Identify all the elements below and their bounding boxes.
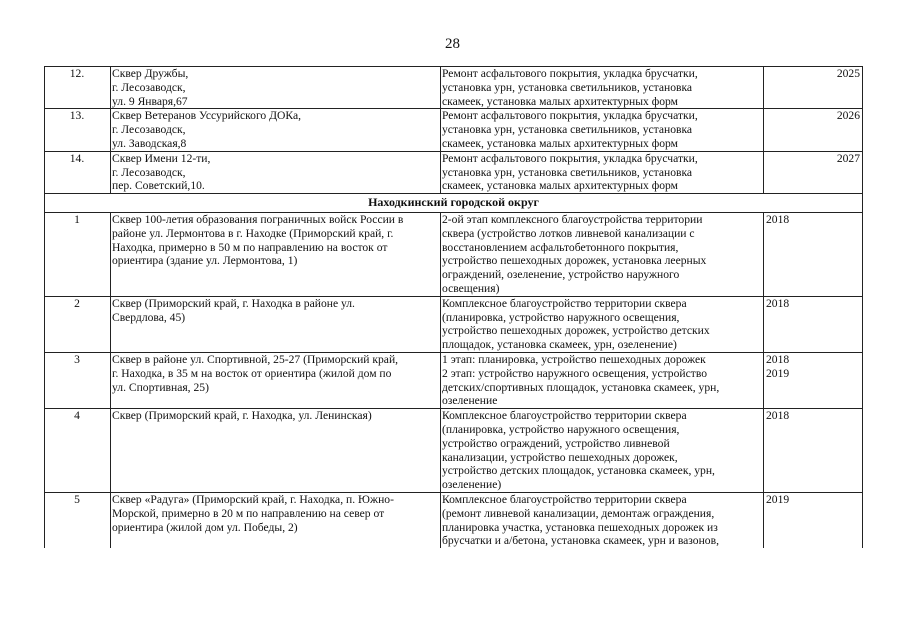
works-line: Ремонт асфальтового покрытия, укладка брусчатки, — [442, 151, 698, 165]
page-number: 28 — [445, 36, 460, 52]
section-row — [45, 194, 863, 213]
year-value: 2027 — [836, 151, 860, 165]
works-line: установка урн, установка светильников, установка — [442, 165, 693, 179]
row-number: 12. — [45, 67, 111, 109]
year-cell — [764, 151, 863, 193]
year-value: 2019 — [766, 366, 790, 380]
object-line: Сквер (Приморский край, г. Находка, ул. Ленинская) — [112, 409, 372, 423]
works-line: канализации, устройство пешеходных дорожек, — [442, 450, 678, 464]
table-row — [45, 151, 863, 193]
object-line: Сквер Дружбы, — [112, 67, 189, 80]
works-line: устройство ограждений, устройство ливневой — [442, 436, 670, 450]
works-line: скамеек, установка малых архитектурных форм — [442, 179, 678, 193]
object-line: ул. 9 Января,67 — [112, 94, 188, 108]
object-cell — [111, 67, 441, 109]
table-row — [45, 409, 863, 493]
object-line: Сквер Имени 12-ти, — [112, 151, 211, 165]
year-cell — [764, 352, 863, 408]
object-cell — [111, 151, 441, 193]
works-line: 2 этап: устройство наружного освещения, устройство — [442, 366, 708, 380]
object-line: Сквер Ветеранов Уссурийского ДОКа, — [112, 109, 302, 123]
works-line: установка урн, установка светильников, установка — [442, 80, 693, 94]
works-cell — [441, 409, 764, 493]
object-cell — [111, 296, 441, 352]
works-cell — [441, 212, 764, 296]
year-value: 2018 — [766, 409, 790, 423]
object-line: г. Лесозаводск, — [112, 80, 186, 94]
works-line: устройство пешеходных дорожек, установка леерных — [442, 254, 707, 268]
year-cell — [764, 409, 863, 493]
works-line: (планировка, устройство наружного освещения, — [442, 310, 680, 324]
works-line: Ремонт асфальтового покрытия, укладка брусчатки, — [442, 109, 698, 123]
lesozavodsk-rows — [45, 67, 863, 194]
row-number: 4 — [45, 409, 111, 493]
year-cell — [764, 109, 863, 151]
year-value: 2019 — [766, 492, 790, 506]
table-row — [45, 352, 863, 408]
object-line: Сквер 100-летия образования пограничных войск России в — [112, 212, 404, 226]
table-row — [45, 67, 863, 109]
object-line: Сквер в районе ул. Спортивной, 25-27 (Приморский край, — [112, 352, 399, 366]
works-line: освещения) — [442, 281, 500, 295]
row-number: 13. — [45, 109, 111, 151]
works-line: устройство детских площадок, установка скамеек, урн, — [442, 464, 715, 478]
section-title: Находкинский городской округ — [45, 194, 863, 213]
works-line: скамеек, установка малых архитектурных форм — [442, 94, 678, 108]
year-value: 2018 — [766, 296, 790, 310]
works-line: площадок, установка скамеек, урн, озеленение) — [442, 338, 677, 352]
works-cell — [441, 67, 764, 109]
nakhodka-rows — [45, 212, 863, 548]
row-number: 14. — [45, 151, 111, 193]
year-value: 2026 — [836, 109, 860, 123]
year-value: 2025 — [836, 67, 860, 80]
object-cell — [111, 492, 441, 548]
year-value: 2018 — [766, 352, 790, 366]
works-cell — [441, 296, 764, 352]
object-line: Сквер (Приморский край, г. Находка в районе ул. — [112, 296, 355, 310]
works-line: устройство пешеходных дорожек, устройство детских — [442, 324, 710, 338]
table-row — [45, 296, 863, 352]
object-line: Свердлова, 45) — [112, 310, 186, 324]
works-cell — [441, 352, 764, 408]
works-line: скамеек, установка малых архитектурных форм — [442, 136, 678, 150]
works-line: планировка участка, установка пешеходных дорожек из — [442, 520, 718, 534]
works-line: установка урн, установка светильников, установка — [442, 123, 693, 137]
year-cell — [764, 212, 863, 296]
object-line: ориентира (жилой дом ул. Победы, 2) — [112, 520, 298, 534]
works-line: ограждений, озеленение, устройство наружного — [442, 268, 680, 282]
works-line: озеленение) — [442, 478, 502, 492]
object-line: районе ул. Лермонтова в г. Находке (Приморский край, г. — [112, 226, 394, 240]
works-line: (ремонт ливневой канализации, демонтаж ограждения, — [442, 506, 715, 520]
object-line: г. Лесозаводск, — [112, 123, 186, 137]
works-line: 2-ой этап комплексного благоустройства территории — [442, 212, 703, 226]
works-line: 1 этап: планировка, устройство пешеходных дорожек — [442, 352, 706, 366]
works-line: Комплексное благоустройство территории сквера — [442, 409, 687, 423]
works-line: сквера (устройство лотков ливневой канализации с — [442, 226, 695, 240]
improvement-table — [44, 66, 863, 548]
object-line: Морской, примерно в 20 м по направлению на север от — [112, 506, 385, 520]
works-line: восстановлением асфальтобетонного покрытия, — [442, 240, 679, 254]
works-cell — [441, 151, 764, 193]
table-row — [45, 109, 863, 151]
object-line: Находка, примерно в 50 м по направлению на восток от — [112, 240, 388, 254]
object-cell — [111, 352, 441, 408]
works-line: Комплексное благоустройство территории сквера — [442, 492, 687, 506]
object-cell — [111, 109, 441, 151]
year-cell — [764, 67, 863, 109]
year-value: 2018 — [766, 212, 790, 226]
year-cell — [764, 296, 863, 352]
year-cell — [764, 492, 863, 548]
row-number: 1 — [45, 212, 111, 296]
object-line: Сквер «Радуга» (Приморский край, г. Находка, п. Южно- — [112, 492, 394, 506]
works-line: Ремонт асфальтового покрытия, укладка брусчатки, — [442, 67, 698, 80]
row-number: 2 — [45, 296, 111, 352]
row-number: 3 — [45, 352, 111, 408]
table-row — [45, 212, 863, 296]
works-cell — [441, 492, 764, 548]
works-line: Комплексное благоустройство территории сквера — [442, 296, 687, 310]
works-line: (планировка, устройство наружного освещения, — [442, 422, 680, 436]
object-line: пер. Советский,10. — [112, 179, 205, 193]
section-header — [45, 194, 863, 213]
object-line: ул. Заводская,8 — [112, 136, 187, 150]
object-cell — [111, 212, 441, 296]
object-cell — [111, 409, 441, 493]
row-number: 5 — [45, 492, 111, 548]
object-line: ул. Спортивная, 25) — [112, 380, 209, 394]
works-cell — [441, 109, 764, 151]
works-line: брусчатки и а/бетона, установка скамеек, урн и вазонов, — [442, 534, 719, 548]
object-line: г. Лесозаводск, — [112, 165, 186, 179]
table-row — [45, 492, 863, 548]
works-line: детских/спортивных площадок, установка скамеек, урн, — [442, 380, 720, 394]
object-line: ориентира (здание ул. Лермонтова, 1) — [112, 254, 298, 268]
works-line: озеленение — [442, 394, 498, 408]
object-line: г. Находка, в 35 м на восток от ориентира (жилой дом по — [112, 366, 392, 380]
